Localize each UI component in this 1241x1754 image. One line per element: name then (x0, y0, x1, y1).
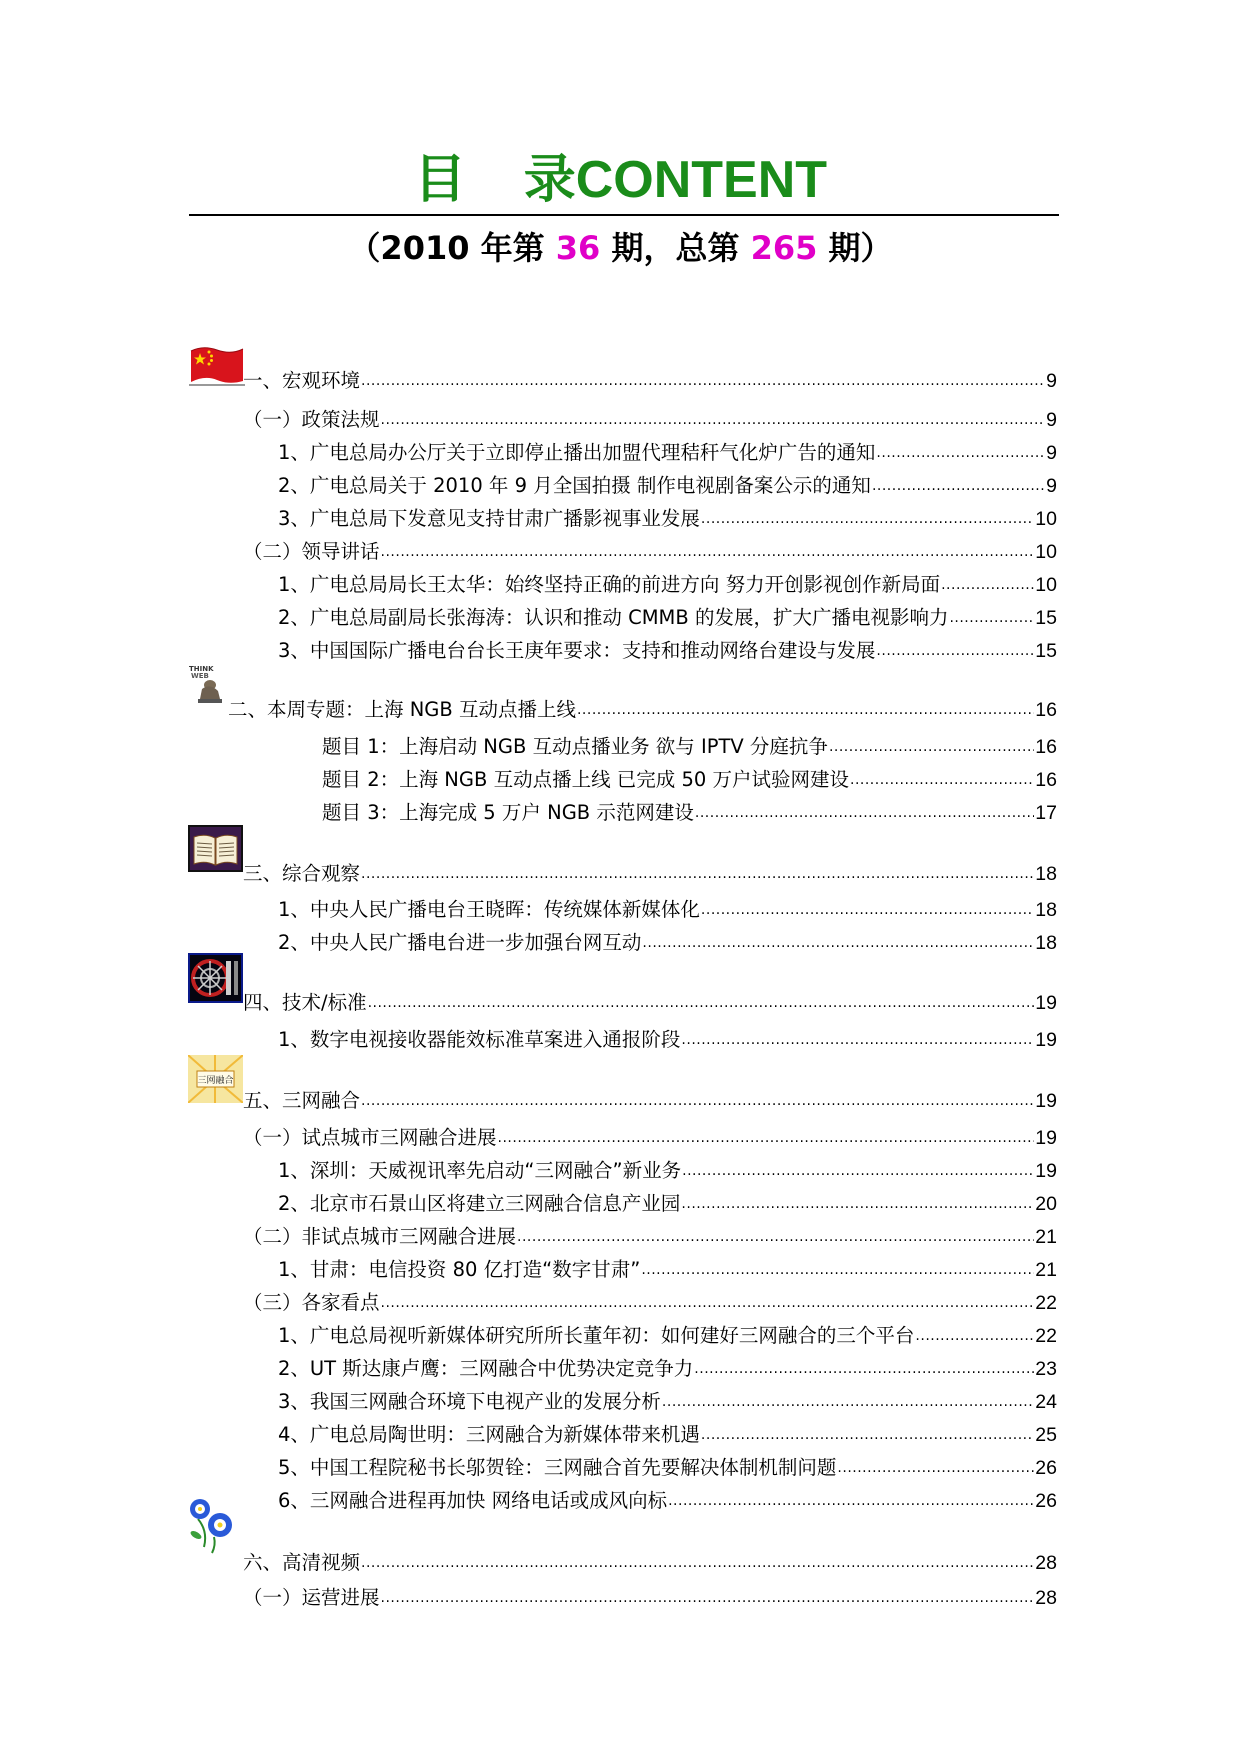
toc-entry[interactable] (278, 1191, 1057, 1217)
toc-entry-title: 题目 2：上海 NGB 互动点播上线 已完成 50 万户试验网建设 (322, 768, 849, 791)
toc-entry-title: （一）运营进展 (243, 1586, 380, 1609)
toc-entry[interactable] (278, 897, 1057, 923)
issue-subtitle (0, 228, 1241, 268)
toc-entry-page: 18 (1035, 863, 1057, 885)
toc-entry-title: （三）各家看点 (243, 1291, 380, 1314)
toc-entry[interactable] (278, 930, 1057, 956)
toc-entry[interactable] (278, 473, 1057, 499)
toc-entry-title: 1、深圳：天威视讯率先启动“三网融合”新业务 (278, 1159, 682, 1182)
toc-leader-dots (361, 1553, 1034, 1573)
subtitle-prefix: （2010 年第 (348, 229, 545, 267)
toc-entry[interactable] (322, 767, 1057, 793)
toc-entry-page: 21 (1035, 1226, 1057, 1248)
toc-entry-title: 2、北京市石景山区将建立三网融合信息产业园 (278, 1192, 681, 1215)
toc-entry-page: 19 (1035, 1029, 1057, 1051)
toc-leader-dots (381, 410, 1046, 430)
toc-leader-dots (681, 1030, 1034, 1050)
toc-entry[interactable] (243, 407, 1057, 433)
toc-entry-page: 15 (1035, 607, 1057, 629)
tech-wheel-icon (188, 953, 243, 1003)
toc-leader-dots (876, 443, 1045, 463)
toc-entry[interactable] (243, 990, 1057, 1016)
toc-entry-title: 二、本周专题：上海 NGB 互动点播上线 (228, 698, 576, 721)
toc-leader-dots (662, 1392, 1034, 1412)
toc-entry-page: 9 (1046, 409, 1057, 431)
toc-leader-dots (695, 803, 1034, 823)
toc-entry-page: 23 (1035, 1358, 1057, 1380)
toc-entry-page: 10 (1035, 508, 1057, 530)
toc-entry[interactable] (228, 697, 1057, 723)
toc-entry-title: （二）非试点城市三网融合进展 (243, 1225, 517, 1248)
toc-leader-dots (701, 1425, 1034, 1445)
toc-entry[interactable] (278, 1455, 1057, 1481)
toc-entry-title: 1、中央人民广播电台王晓晖：传统媒体新媒体化 (278, 898, 700, 921)
toc-leader-dots (361, 864, 1034, 884)
toc-leader-dots (876, 641, 1034, 661)
toc-entry-title: （二）领导讲话 (243, 540, 380, 563)
think-web-icon (188, 663, 228, 705)
toc-entry[interactable] (278, 572, 1057, 598)
toc-entry[interactable] (243, 1585, 1057, 1611)
toc-entry-title: 5、中国工程院秘书长邬贺铨：三网融合首先要解决体制机制问题 (278, 1456, 837, 1479)
toc-leader-dots (872, 476, 1045, 496)
svg-text:WEB: WEB (191, 672, 209, 680)
toc-entry-page: 15 (1035, 640, 1057, 662)
toc-entry-title: 1、广电总局办公厅关于立即停止播出加盟代理秸秆气化炉广告的通知 (278, 441, 876, 464)
toc-entry[interactable] (278, 1027, 1057, 1053)
toc-entry-page: 19 (1035, 992, 1057, 1014)
toc-entry-page: 18 (1035, 932, 1057, 954)
convergence-badge-icon (188, 1055, 243, 1103)
toc-leader-dots (941, 575, 1034, 595)
toc-entry-title: 四、技术/标准 (243, 991, 367, 1014)
toc-entry-title: 3、广电总局下发意见支持甘肃广播影视事业发展 (278, 507, 700, 530)
toc-entry-title: （一）试点城市三网融合进展 (243, 1126, 497, 1149)
toc-entry-page: 19 (1035, 1160, 1057, 1182)
toc-entry-title: 题目 1：上海启动 NGB 互动点播业务 欲与 IPTV 分庭抗争 (322, 735, 828, 758)
toc-entry-page: 21 (1035, 1259, 1057, 1281)
toc-entry-title: 3、我国三网融合环境下电视产业的发展分析 (278, 1390, 661, 1413)
title-rule (189, 214, 1059, 216)
toc-entry-title: 1、甘肃：电信投资 80 亿打造“数字甘肃” (278, 1258, 641, 1281)
toc-entry-page: 25 (1035, 1424, 1057, 1446)
toc-leader-dots (381, 1293, 1035, 1313)
flowers-icon (188, 1497, 238, 1555)
toc-leader-dots (701, 509, 1034, 529)
toc-entry-title: 2、广电总局副局长张海涛：认识和推动 CMMB 的发展，扩大广播电视影响力 (278, 606, 949, 629)
subtitle-mid: 期，总第 (611, 229, 740, 267)
toc-entry-page: 28 (1035, 1552, 1057, 1574)
toc-entry-title: 2、中央人民广播电台进一步加强台网互动 (278, 931, 642, 954)
svg-text:三网融合: 三网融合 (197, 1076, 234, 1086)
toc-entry-page: 19 (1035, 1127, 1057, 1149)
toc-entry-title: 4、广电总局陶世明：三网融合为新媒体带来机遇 (278, 1423, 700, 1446)
toc-entry[interactable] (243, 1550, 1057, 1576)
toc-entry[interactable] (278, 1158, 1057, 1184)
toc-entry[interactable] (322, 800, 1057, 826)
toc-entry-page: 20 (1035, 1193, 1057, 1215)
subtitle-suffix: 期） (828, 229, 893, 267)
toc-entry-page: 10 (1035, 541, 1057, 563)
toc-entry-page: 16 (1035, 769, 1057, 791)
toc-entry-page: 18 (1035, 899, 1057, 921)
toc-leader-dots (361, 371, 1045, 391)
toc-leader-dots (361, 1091, 1034, 1111)
toc-entry-title: 题目 3：上海完成 5 万户 NGB 示范网建设 (322, 801, 694, 824)
page-title: 目 录CONTENT (413, 151, 828, 209)
toc-entry-page: 24 (1035, 1391, 1057, 1413)
toc-entry-title: 2、广电总局关于 2010 年 9 月全国拍摄 制作电视剧备案公示的通知 (278, 474, 871, 497)
toc-leader-dots (949, 608, 1034, 628)
toc-leader-dots (694, 1359, 1034, 1379)
toc-entry-page: 10 (1035, 574, 1057, 596)
toc-entry-page: 22 (1035, 1292, 1057, 1314)
toc-entry-title: 一、宏观环境 (243, 369, 361, 392)
toc-entry-page: 17 (1035, 802, 1057, 824)
toc-entry-page: 16 (1035, 699, 1057, 721)
issue-number: 36 (555, 229, 601, 267)
toc-entry[interactable] (278, 440, 1057, 466)
toc-leader-dots (517, 1227, 1034, 1247)
open-book-icon (188, 825, 243, 872)
toc-entry[interactable] (278, 638, 1057, 664)
toc-leader-dots (837, 1458, 1034, 1478)
toc-leader-dots (681, 1194, 1034, 1214)
toc-entry-page: 26 (1035, 1457, 1057, 1479)
toc-leader-dots (682, 1161, 1034, 1181)
toc-entry[interactable] (278, 1356, 1057, 1382)
toc-leader-dots (915, 1326, 1034, 1346)
toc-entry[interactable] (278, 1422, 1057, 1448)
toc-entry-page: 28 (1035, 1587, 1057, 1609)
toc-entry-page: 9 (1046, 475, 1057, 497)
toc-entry-page: 19 (1035, 1090, 1057, 1112)
toc-leader-dots (577, 700, 1034, 720)
china-flag-icon (189, 345, 245, 387)
toc-leader-dots (829, 737, 1034, 757)
toc-entry-title: 1、广电总局局长王太华：始终坚持正确的前进方向 努力开创影视创作新局面 (278, 573, 941, 596)
toc-leader-dots (850, 770, 1034, 790)
toc-entry[interactable] (278, 605, 1057, 631)
toc-entry-title: 六、高清视频 (243, 1551, 361, 1574)
toc-leader-dots (498, 1128, 1035, 1148)
toc-entry[interactable] (243, 1290, 1057, 1316)
toc-entry[interactable] (278, 1488, 1057, 1514)
toc-leader-dots (381, 542, 1035, 562)
toc-entry[interactable] (243, 861, 1057, 887)
toc-entry[interactable] (278, 1389, 1057, 1415)
toc-entry[interactable] (243, 1125, 1057, 1151)
toc-entry-page: 9 (1046, 370, 1057, 392)
toc-entry-title: 2、UT 斯达康卢鹰：三网融合中优势决定竞争力 (278, 1357, 694, 1380)
toc-entry-title: 1、广电总局视听新媒体研究所所长董年初：如何建好三网融合的三个平台 (278, 1324, 915, 1347)
toc-entry[interactable] (278, 506, 1057, 532)
toc-entry-page: 22 (1035, 1325, 1057, 1347)
toc-entry-page: 26 (1035, 1490, 1057, 1512)
toc-entry-page: 16 (1035, 736, 1057, 758)
total-issue-number: 265 (750, 229, 818, 267)
toc-entry[interactable] (322, 734, 1057, 760)
toc-leader-dots (641, 1260, 1034, 1280)
toc-entry[interactable] (278, 1323, 1057, 1349)
toc-entry-title: 1、数字电视接收器能效标准草案进入通报阶段 (278, 1028, 681, 1051)
toc-leader-dots (381, 1588, 1035, 1608)
toc-entry[interactable] (243, 1088, 1057, 1114)
toc-entry[interactable] (243, 539, 1057, 565)
toc-entry-title: 三、综合观察 (243, 862, 361, 885)
toc-entry-page: 9 (1046, 442, 1057, 464)
toc-entry[interactable] (278, 1257, 1057, 1283)
toc-entry-title: 6、三网融合进程再加快 网络电话或成风向标 (278, 1489, 668, 1512)
toc-entry[interactable] (243, 368, 1057, 394)
toc-leader-dots (668, 1491, 1034, 1511)
toc-leader-dots (368, 993, 1035, 1013)
toc-entry-title: （一）政策法规 (243, 408, 380, 431)
toc-entry-title: 五、三网融合 (243, 1089, 361, 1112)
svg-text:THINK: THINK (189, 665, 214, 673)
toc-leader-dots (701, 900, 1034, 920)
toc-leader-dots (642, 933, 1034, 953)
toc-entry[interactable] (243, 1224, 1057, 1250)
toc-entry-title: 3、中国国际广播电台台长王庚年要求：支持和推动网络台建设与发展 (278, 639, 876, 662)
